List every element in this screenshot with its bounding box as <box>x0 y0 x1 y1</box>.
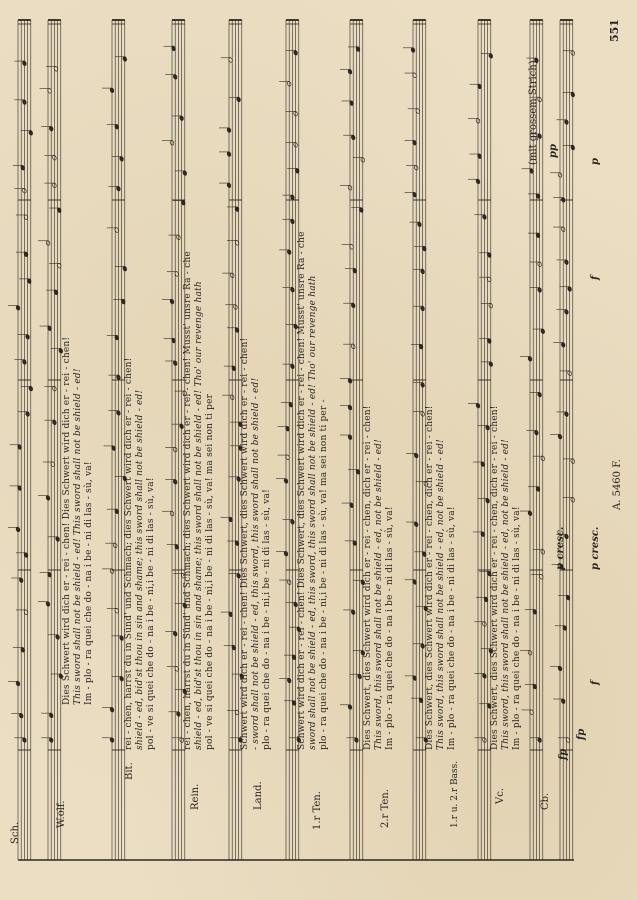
dynamic-f-2: f <box>590 275 601 280</box>
dynamic-f-1: f <box>590 680 601 685</box>
performance-instruction: (mit grossem Strich) <box>528 60 539 165</box>
lyric-t2-en: This sword, this sword shall not be shield - ed, not be shield - ed! <box>374 439 384 750</box>
label-wolf: W.olf. <box>56 800 67 828</box>
lyric-land-en: - sword shall not be shield - ed, this sword, this sword shall not be shield - ed! <box>251 377 261 750</box>
lyric-land-de: Schwert wird dich er - rei - chen! Dies Schwert, dies Schwert wird dich er - rei - chen! <box>240 337 250 750</box>
lyric-rein-de: rei - chen, harrst du in Sünd' und Schmach; dies Schwert wird dich er - rei - chen! Musst' unsre Ra - che <box>183 251 193 750</box>
page-number: 551 <box>608 19 621 42</box>
lyric-vc-it: Im - plo - ra quei che do - na i be - ni di las - sù, va! <box>512 506 522 750</box>
lyric-bit-en: shield - ed, bid'st thou in sin and shame; this sword shall not be shield - ed! <box>135 389 145 750</box>
dynamic-p: p <box>590 158 601 165</box>
dynamic-fp-2: fp <box>576 728 587 740</box>
lyric-t1-de: Schwert wird dich er - rei - chen! Dies Schwert, dies Schwert wird dich er - rei - chen! Musst' unsre Ra - che <box>297 231 307 750</box>
lyric-vc-en: This sword, this sword shall not be shield - ed, not be shield - ed! <box>501 439 511 750</box>
label-t2: 2.r Ten. <box>380 789 391 828</box>
label-bass: 1.r u. 2.r Bass. <box>450 760 460 828</box>
lyric-wolf-it: Im - plo - ra quei che do - na i be - ni di las - sù, va! <box>84 461 94 705</box>
lyric-bass-it: Im - plo - ra quei che do - na i be - ni di las - sù, va! <box>447 506 457 750</box>
lyric-bit-it: pol - ve si quei che do - na i be - ni,i be - ni di las - sù, va! <box>146 477 156 750</box>
lyric-rein-en: shield - ed, bid'st thou in sin and shame; this sword shall not be shield - ed! Tho' our revenge hath <box>194 281 204 750</box>
lyric-land-it: plo - ra quei che do - na i be - ni,i be - ni di las - sù, va! <box>262 489 272 750</box>
lyric-vc-de: Dies Schwert, dies Schwert wird dich er - rei - chen, dich er - rei - chen! <box>490 405 500 750</box>
label-t1: 1.r Ten. <box>312 791 323 830</box>
lyric-t1-en: sword shall not be shield - ed, this sword, this sword shall not be shield - ed! Tho' our revenge hath <box>308 275 318 750</box>
label-bit: Bit. <box>124 762 135 780</box>
plate-number: A. 5460 F. <box>612 459 623 510</box>
lyric-t2-it: Im - plo - ra quei che do - na i be - ni di las - sù, va! <box>385 506 395 750</box>
dynamic-p-cresc-2: p cresc. <box>555 526 566 570</box>
dynamic-pp: pp <box>548 144 559 158</box>
lyric-rein-it: pol - ve si quei che do - na i be - ni,i be - ni di las - sù, va! ma sei non ti per <box>205 393 215 750</box>
lyric-bass-de: Dies Schwert, dies Schwert wird dich er - rei - chen, dich er - rei - chen! <box>425 405 435 750</box>
dynamic-fp-1: fp <box>558 748 569 760</box>
label-sch: Sch. <box>10 821 21 844</box>
lyric-t2-de: Dies Schwert, dies Schwert wird dich er - rei - chen, dich er - rei - chen! <box>363 405 373 750</box>
label-vc: Vc. <box>495 787 506 804</box>
lyric-bass-en: This sword, this sword shall not be shield - ed, not be shield - ed! <box>436 439 446 750</box>
label-land: Land. <box>253 781 264 810</box>
label-cb: Cb. <box>540 792 551 810</box>
lyric-t1-it: plo - ra quei che do - na i be - ni,i be - ni di las - sù, va! ma sei non ti per - <box>319 399 329 750</box>
lyric-bit-de: rei - chen, harrst du in Sünd' und Schmach; dies Schwert wird dich er - rei - chen! <box>124 357 134 750</box>
label-rein: Rein. <box>190 783 201 810</box>
lyric-wolf-de: Dies Schwert wird dich er - rei - chen! Dies Schwert wird dich er - rei - chen! <box>62 336 72 705</box>
dynamic-p-cresc: p cresc. <box>590 526 601 570</box>
lyric-wolf-en: This sword shall not be shield - ed! This sword shall not be shield - ed! <box>73 368 83 705</box>
